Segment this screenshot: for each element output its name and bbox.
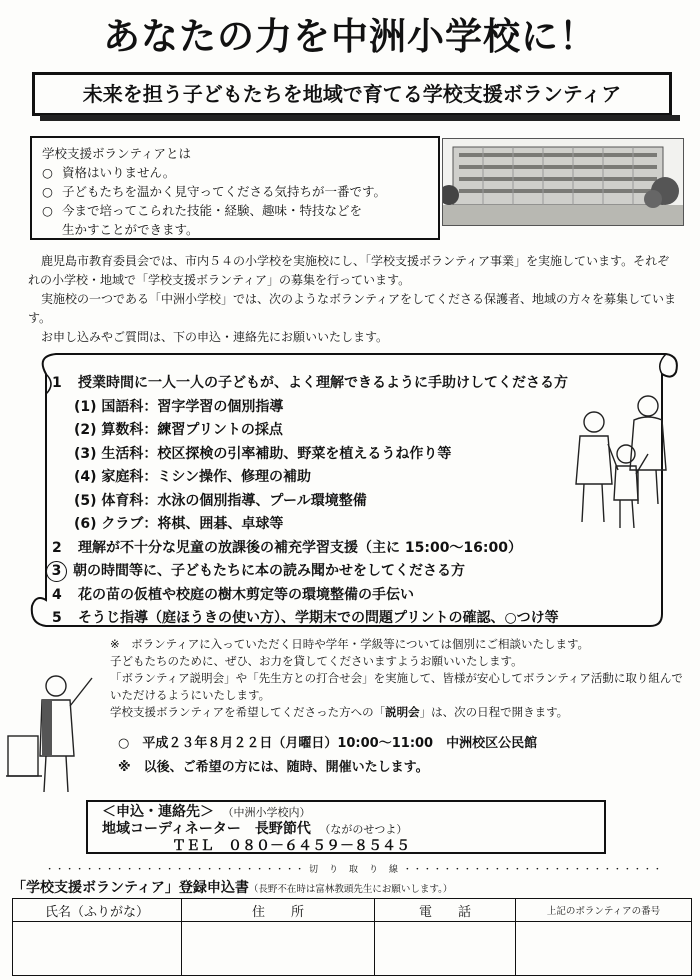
list-subitem: (5) 体育科：水泳の個別指導、プール環境整備 bbox=[74, 492, 367, 509]
list-subitem: (3) 生活科：校区探検の引率補助、野菜を植えるうね作り等 bbox=[74, 445, 452, 462]
event-followup-line: ※ 以後、ご希望の方には、随時、開催いたします。 bbox=[118, 760, 429, 775]
address-column-header: 住 所 bbox=[182, 899, 375, 922]
note-line: ※ ボランティアに入っていただく日時や学年・学級等については個別にご相談いたします。 bbox=[110, 637, 590, 651]
definition-point: ○ 子どもたちを温かく見守ってくださる気持ちが一番です。 bbox=[42, 184, 387, 199]
note-line: 「ボランティア説明会」や「先生方との打合せ会」を実施して、皆様が安心してボランティア活動に取り組んでいただけるようにいたします。 bbox=[110, 671, 683, 702]
note-line: 学校支援ボランティアを希望してくださった方への「説明会」は、次の日程で開きます。 bbox=[110, 705, 569, 719]
definition-heading: 学校支援ボランティアとは bbox=[42, 146, 192, 161]
circled-number-icon: 3 bbox=[46, 561, 67, 582]
list-item: 1 授業時間に一人一人の子どもが、よく理解できるように手助けしてくださる方 bbox=[52, 375, 568, 391]
phone-field[interactable] bbox=[375, 922, 516, 976]
contact-name: 地域コーディネーター 長野節代 bbox=[102, 821, 311, 837]
circle-bullet-icon: ○ bbox=[42, 203, 53, 218]
intro-text bbox=[28, 252, 678, 347]
address-field[interactable] bbox=[182, 922, 375, 976]
intro-paragraph: お申し込みやご質問は、下の申込・連絡先にお願いいたします。 bbox=[41, 330, 389, 344]
form-title-row bbox=[12, 877, 692, 897]
name-column-header: 氏名（ふりがな） bbox=[13, 899, 182, 922]
list-item: 4 花の苗の仮植や校庭の樹木剪定等の環境整備の手伝い bbox=[52, 586, 414, 603]
definition-box bbox=[30, 136, 440, 240]
list-item: 2 理解が不十分な児童の放課後の補充学習支援（主に 15:00～16:00） bbox=[52, 539, 522, 556]
contact-box bbox=[86, 800, 606, 854]
list-subitem: (6) クラブ：将棋、囲碁、卓球等 bbox=[74, 516, 284, 532]
definition-continuation: 生かすことができます。 bbox=[62, 222, 199, 237]
note-line: 子どもたちのために、ぜひ、お力を貸してくださいますようお願いいたします。 bbox=[110, 654, 523, 668]
page-title: あなたの力を中洲小学校に！ bbox=[103, 15, 597, 58]
tel-label: ＴＥＬ bbox=[172, 838, 214, 854]
contact-reading: （ながのせつよ） bbox=[324, 823, 408, 836]
name-field[interactable] bbox=[13, 922, 182, 976]
children-and-adult-illustration bbox=[566, 384, 676, 534]
contact-org: （中洲小学校内） bbox=[228, 806, 311, 819]
volunteer-number-column-header: 上記のボランティアの番号 bbox=[516, 899, 692, 922]
list-subitem: (2) 算数科：練習プリントの採点 bbox=[74, 422, 283, 438]
tel-number: ０８０－６４５９－８５４５ bbox=[228, 838, 410, 854]
event-date-line: ○ 平成２３年８月２２日（月曜日）10:00～11:00 中洲校区公民館 bbox=[118, 736, 538, 751]
cut-line: ・・・・・・・・・・・・・・・・・・・・・・・・・・ 切 り 取 り 線 ・・・・・・・・・・・・・・・・・・・・・・・・・・ bbox=[45, 865, 663, 875]
list-item: 5 そうじ指導（庭ほうきの使い方）、学期末での問題プリントの確認、○つけ等 bbox=[52, 610, 559, 626]
subtitle-banner: 未来を担う子どもたちを地域で育てる学校支援ボランティア bbox=[32, 72, 672, 116]
definition-point: ○ 今まで培ってこられた技能・経験、趣味・特技などを bbox=[42, 203, 363, 218]
contact-label: ＜申込・連絡先＞ bbox=[102, 804, 214, 820]
school-building-photo bbox=[442, 138, 684, 226]
teacher-illustration bbox=[6, 666, 102, 796]
list-item: 3 朝の時間等に、子どもたちに本の読み聞かせをしてくださる方 bbox=[52, 560, 672, 584]
volunteer-number-field[interactable] bbox=[516, 922, 692, 976]
registration-form-table bbox=[12, 898, 692, 976]
briefing-schedule bbox=[118, 732, 678, 780]
form-title: 「学校支援ボランティア」登録申込書 bbox=[12, 880, 249, 896]
form-note: （長野不在時は富林教頭先生にお願いします。） bbox=[248, 884, 453, 895]
circle-bullet-icon: ○ bbox=[42, 165, 53, 180]
list-subitem: (1) 国語科：習字学習の個別指導 bbox=[74, 398, 284, 415]
notes-section bbox=[110, 636, 690, 721]
circle-bullet-icon: ○ bbox=[42, 184, 53, 199]
list-subitem: (4) 家庭科：ミシン操作、修理の補助 bbox=[74, 469, 312, 485]
intro-paragraph: 鹿児島市教育委員会では、市内５４の小学校を実施校にし、「学校支援ボランティア事業」を実施しています。それぞれの小学校・地域で「学校支援ボランティア」の募集を行っています。 bbox=[28, 254, 670, 287]
phone-column-header: 電 話 bbox=[375, 899, 516, 922]
definition-point: ○ 資格はいりません。 bbox=[42, 165, 176, 180]
intro-paragraph: 実施校の一つである「中洲小学校」では、次のようなボランティアをしてくださる保護者、地域の方々を募集しています。 bbox=[28, 292, 677, 325]
